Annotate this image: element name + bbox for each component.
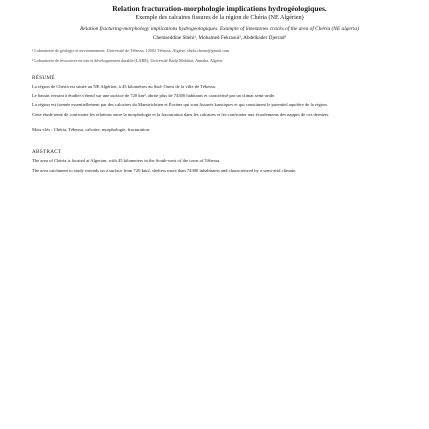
resume-heading: RÉSUMÉ <box>32 74 55 81</box>
keywords: Mots-clés : Chéria, Tébessa, calcaire, morphologie, fracturation. <box>32 127 151 133</box>
resume-paragraph: La région de Chéria est située au NE Algérien, à 45 kilomètres au Sud- Ouest de la ville de Tébessa. <box>32 83 216 89</box>
resume-paragraph: La région est formée essentiellement par des calcaires du Maestrichtien et Éocène qui sont fissurés karstiques et qui constituent le potentiel aquifère de la région. <box>32 102 328 108</box>
abstract-section <box>32 149 407 174</box>
paper-subtitle-french: Exemple des calcaires fissures de la région de Chéria (NE Algérien) <box>135 14 304 21</box>
paper-title-english: Relation fracturing-morphology implications hydrogeologiques. Example of limestones cracks of the area of Chéria (NE algeria) <box>80 26 359 33</box>
authors: Chemseddine Sbehi¹, Mohamed Fekraoui², Abdelkader Djerrad³ <box>152 35 287 42</box>
resume-paragraph: Le bassin versant à étudier s'étend sur une surface de 720 km², abrite plus de 74300 habitants et caractérisé par un climat semi-aride. <box>32 93 276 99</box>
paper-header <box>32 4 407 42</box>
affiliation-2: ² Laboratoire de ressources en eau et développement durable (LARE), Université Badji Mokhtar, Annaba, Algérie <box>32 58 223 64</box>
resume-paragraph: Cette étude tente de confronter les relations entre la morphologie et la fracturation dans les calcaires et les confronter aux écoulements des nappes de ces derniers. <box>32 111 330 117</box>
abstract-paragraph: The area of Chéria is located at Algerian, with 45 kilometers in the South-west of the town of Tébessa. <box>32 158 221 164</box>
paper-title-french: Relation fracturation-morphologie implications hydrogéologiques. <box>112 4 327 13</box>
abstract-heading: ABSTRACT <box>32 149 62 156</box>
abstract-paragraph: The area catchment to study extends on a surface from 720 km2, shelters more than 74300 inhabitants and characterized by a semi-arid climate. <box>32 167 297 173</box>
resume-section <box>32 75 407 134</box>
affiliation-1: ¹ Laboratoire de géologie et environnement, Université de Tébessa, 12002 Tébessa, Algérie. sbehi.chems@gmail.com <box>32 47 230 53</box>
